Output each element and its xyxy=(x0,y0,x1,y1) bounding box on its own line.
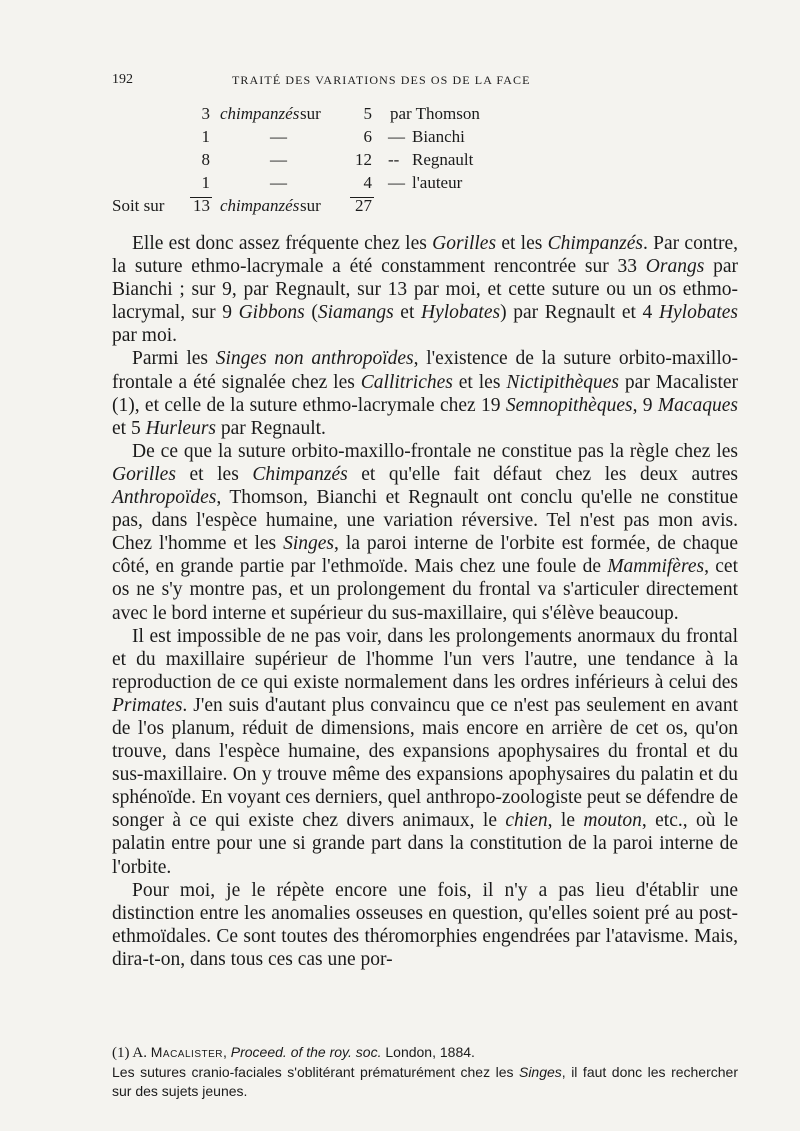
ditto-mark: — xyxy=(388,127,405,146)
page-number: 192 xyxy=(112,72,133,87)
author-cell: Bianchi xyxy=(412,127,465,146)
footnotes xyxy=(112,1043,738,1101)
ditto-mark: -- xyxy=(388,150,400,169)
table-total-row xyxy=(112,196,532,219)
count-cell: 1 xyxy=(201,173,210,192)
total-cell: 27 xyxy=(355,196,372,215)
paragraph: Parmi les Singes non anthropoïdes, l'existence de la suture orbito-maxillo-frontale a été signalée chez les Callitriches et les Nictipithèques par Macalister (1), et celle de la suture ethmo-lacrymale chez 19 Semnopithèques, 9 Macaques et 5 Hurleurs par Regnault. xyxy=(112,348,739,439)
species-cell: chimpanzés xyxy=(220,104,300,123)
paragraph: De ce que la suture orbito-maxillo-frontale ne constitue pas la règle chez les Gorilles et les Chimpanzés et qu'elle fait défaut chez les deux autres Anthropoïdes, Thomson, Bianchi et Regnault ont conclu qu'elle ne constitue pas, dans l'espèce humaine, une variation réversive. Tel n'est pas mon avis. Chez l'homme et les Singes, la paroi interne de l'orbite est formée, de chaque côté, en grande partie par l'ethmoïde. Mais chez une foule de Mammifères, cet os ne s'y montre pas, et un prolongement du frontal va s'articuler directement avec le bord interne et supérieur du sus-maxillaire, qui s'élève beaucoup. xyxy=(112,440,739,624)
table-row xyxy=(112,104,532,127)
total-cell: 12 xyxy=(355,150,372,169)
total-cell: 4 xyxy=(363,173,372,192)
count-cell: 1 xyxy=(201,127,210,146)
body-text xyxy=(112,232,738,971)
total-label: Soit sur xyxy=(112,196,165,215)
species-cell: chimpanzés xyxy=(220,196,300,215)
author-cell: Regnault xyxy=(412,150,474,169)
ditto-mark: — xyxy=(270,173,287,192)
paragraph: Elle est donc assez fréquente chez les Gorilles et les Chimpanzés. Par contre, la suture ethmo-lacrymale a été constamment rencontrée sur 33 Orangs par Bianchi ; sur 9, par Regnault, sur 13 par moi, et cette suture ou un os ethmo-lacrymal, sur 9 Gibbons (Siamangs et Hylobates) par Regnault et 4 Hylobates par moi. xyxy=(112,233,739,347)
sur-cell: sur xyxy=(300,196,321,215)
count-cell: 3 xyxy=(201,104,210,123)
running-title: TRAITÉ DES VARIATIONS DES OS DE LA FACE xyxy=(232,73,531,87)
author-cell: par Thomson xyxy=(390,104,480,123)
paragraph: Pour moi, je le répète encore une fois, il n'y a pas lieu d'établir une distinction entre les anomalies osseuses en question, qu'elles soient pré au post-ethmoïdales. Ce sont toutes des théromorphies engendrées par l'atavisme. Mais, dira-t-on, dans tous ces cas une por- xyxy=(112,879,738,970)
ditto-mark: — xyxy=(270,150,287,169)
sur-cell: sur xyxy=(300,104,321,123)
footnote: (1) A. Macalister, Proceed. of the roy. soc. London, 1884. xyxy=(112,1044,475,1061)
ditto-mark: — xyxy=(270,127,287,146)
ditto-mark: — xyxy=(388,173,405,192)
tally-table xyxy=(112,104,532,219)
total-cell: 5 xyxy=(363,104,372,123)
table-row xyxy=(112,127,532,150)
footnote: Les sutures cranio-faciales s'oblitérant prématurément chez les Singes, il faut donc les rechercher sur des sujets jeunes. xyxy=(112,1064,738,1099)
total-cell: 6 xyxy=(363,127,372,146)
author-cell: l'auteur xyxy=(412,173,463,192)
count-cell: 8 xyxy=(201,150,210,169)
count-cell: 13 xyxy=(193,196,210,215)
table-row xyxy=(112,173,532,196)
page-header xyxy=(112,72,612,92)
paragraph: Il est impossible de ne pas voir, dans les prolongements anormaux du frontal et du maxillaire supérieur de l'homme l'un vers l'autre, une tendance à la reproduction de ce qui existe normalement dans les ordres inférieurs à celui des Primates. J'en suis d'autant plus convaincu que ce n'est pas seulement en avant de l'os planum, réduit de dimensions, mais encore en arrière de cet os, qu'on trouve, dans l'espèce humaine, des expansions apophysaires du frontal et du sus-maxillaire. On y trouve même des expansions apophysaires du palatin et du sphénoïde. En voyant ces derniers, quel anthropo-zoologiste peut se défendre de songer à ce qui existe chez divers animaux, le chien, le mouton, etc., où le palatin entre pour une si grande part dans la constitution de la paroi interne de l'orbite. xyxy=(112,625,738,878)
table-row xyxy=(112,150,532,173)
